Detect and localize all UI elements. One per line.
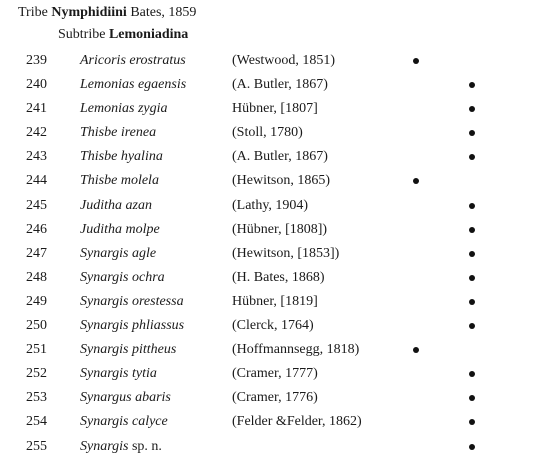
record-number: 239: [26, 53, 47, 68]
species-name: [80, 290, 184, 314]
species-author: (Stoll, 1780): [232, 125, 303, 141]
species-binomial: Synargis agle: [80, 245, 157, 261]
table-row: [0, 97, 548, 121]
species-binomial: Thisbe molela: [80, 173, 159, 189]
presence-dot-column-2: [469, 419, 475, 425]
presence-dot-column-2: [469, 154, 475, 160]
species-binomial: Juditha azan: [80, 197, 152, 213]
record-number: 244: [26, 173, 47, 189]
table-row: [0, 49, 548, 73]
record-number: 245: [26, 197, 47, 213]
table-row: [0, 338, 548, 362]
tribe-author: Bates, 1859: [130, 5, 197, 20]
presence-dot-column-2: [469, 203, 475, 209]
species-author: (Cramer, 1776): [232, 390, 318, 406]
species-author: (Westwood, 1851): [232, 53, 336, 68]
table-row: [0, 266, 548, 290]
species-binomial: Synargis tytia: [80, 366, 157, 382]
table-row: [0, 145, 548, 169]
species-suffix: sp. n.: [128, 438, 162, 454]
presence-dot-column-2: [469, 444, 475, 450]
presence-dot-column-2: [469, 275, 475, 281]
species-author: (Felder &Felder, 1862): [232, 414, 362, 430]
record-number: 249: [26, 293, 47, 309]
presence-dot-column-2: [469, 371, 475, 377]
presence-dot-column-2: [469, 323, 475, 329]
subtribe-prefix: Subtribe: [58, 27, 106, 42]
tribe-prefix: Tribe: [18, 5, 48, 20]
species-binomial: Juditha molpe: [80, 221, 160, 237]
species-name: [80, 145, 163, 169]
record-number: 241: [26, 101, 47, 117]
species-binomial: Synargis pittheus: [80, 342, 177, 358]
species-binomial: Synargis: [80, 438, 129, 454]
species-name: [80, 121, 156, 145]
species-author: (Cramer, 1777): [232, 366, 318, 382]
presence-dot-column-2: [469, 82, 475, 88]
presence-dot-column-1: [413, 58, 419, 64]
species-binomial: Synargis phliassus: [80, 318, 185, 334]
species-binomial: Lemonias zygia: [80, 101, 168, 117]
tribe-heading: [18, 4, 196, 22]
species-author: (Hübner, [1808]): [232, 221, 328, 237]
record-number: 248: [26, 269, 47, 285]
record-number: 255: [26, 438, 47, 454]
presence-dot-column-2: [469, 395, 475, 401]
species-name: [80, 242, 156, 266]
species-author: (Hewitson, 1865): [232, 173, 330, 189]
subtribe-name: Lemoniadina: [108, 27, 189, 42]
species-name: [80, 314, 184, 338]
table-row: [0, 169, 548, 193]
species-binomial: Synargis ochra: [80, 269, 165, 285]
species-binomial: Lemonias egaensis: [80, 77, 187, 93]
species-table: [0, 49, 548, 459]
presence-dot-column-2: [469, 106, 475, 112]
species-binomial: Synargis calyce: [80, 414, 168, 430]
species-author: (Clerck, 1764): [232, 318, 314, 334]
record-number: 246: [26, 221, 47, 237]
presence-dot-column-1: [413, 347, 419, 353]
table-row: [0, 242, 548, 266]
table-row: [0, 435, 548, 459]
presence-dot-column-2: [469, 251, 475, 257]
species-name: [80, 49, 186, 73]
species-author: (H. Bates, 1868): [232, 269, 325, 285]
tribe-name: Nymphidiini: [51, 5, 127, 20]
record-number: 252: [26, 366, 47, 382]
species-author: Hübner, [1819]: [232, 293, 318, 309]
table-row: [0, 290, 548, 314]
species-name: [80, 194, 152, 218]
subtribe-heading: [58, 26, 188, 44]
presence-dot-column-1: [413, 178, 419, 184]
record-number: 254: [26, 414, 47, 430]
species-binomial: Thisbe hyalina: [80, 149, 163, 165]
species-binomial: Aricoris erostratus: [80, 53, 186, 68]
species-binomial: Synargus abaris: [80, 390, 171, 406]
record-number: 251: [26, 342, 47, 358]
species-author: (A. Butler, 1867): [232, 149, 328, 165]
record-number: 247: [26, 245, 47, 261]
species-name: [80, 169, 159, 193]
table-row: [0, 362, 548, 386]
species-name: [80, 266, 165, 290]
species-name: [80, 73, 186, 97]
table-row: [0, 386, 548, 410]
species-author: (A. Butler, 1867): [232, 77, 328, 93]
presence-dot-column-2: [469, 299, 475, 305]
species-name: [80, 97, 168, 121]
species-author: Hübner, [1807]: [232, 101, 318, 117]
record-number: 240: [26, 77, 47, 93]
record-number: 253: [26, 390, 47, 406]
table-row: [0, 314, 548, 338]
species-binomial: Thisbe irenea: [80, 125, 157, 141]
record-number: 243: [26, 149, 47, 165]
species-binomial: Synargis orestessa: [80, 293, 184, 309]
species-author: (Hewitson, [1853]): [232, 245, 340, 261]
presence-dot-column-2: [469, 227, 475, 233]
species-author: (Hoffmannsegg, 1818): [232, 342, 360, 358]
species-name: [80, 386, 171, 410]
record-number: 242: [26, 125, 47, 141]
species-author: (Lathy, 1904): [232, 197, 309, 213]
species-name: [80, 410, 168, 434]
record-number: 250: [26, 318, 47, 334]
presence-dot-column-2: [469, 130, 475, 136]
table-row: [0, 218, 548, 242]
table-row: [0, 73, 548, 97]
species-name: [80, 338, 176, 362]
species-name: [80, 218, 160, 242]
table-row: [0, 410, 548, 434]
species-name: [80, 362, 157, 386]
table-row: [0, 121, 548, 145]
table-row: [0, 194, 548, 218]
species-name: [80, 435, 162, 459]
